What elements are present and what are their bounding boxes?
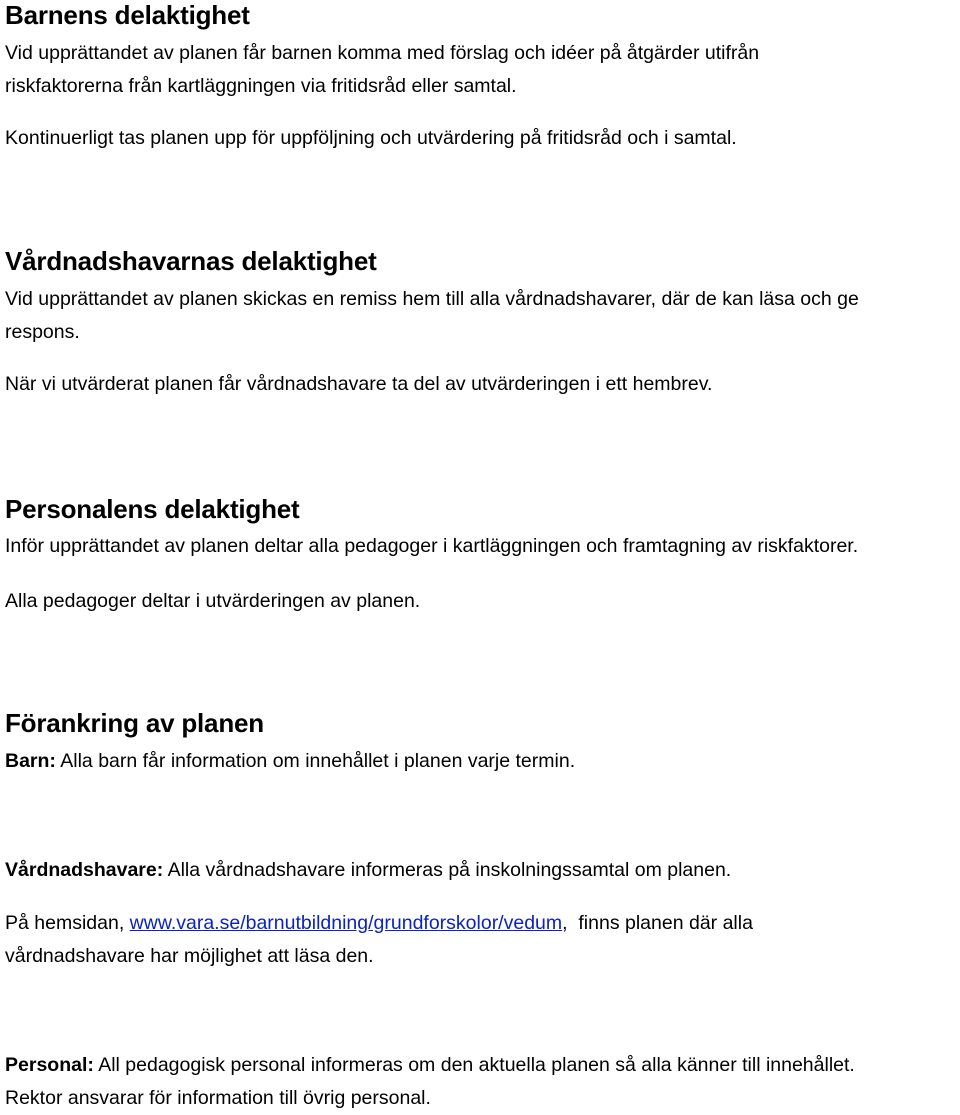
paragraph-staff-1: Inför upprättandet av planen deltar alla pedagoger i kartläggningen och framtagning av riskfaktorer. [5, 535, 859, 557]
website-prefix: På hemsidan, [5, 912, 130, 934]
staff-line-2: Rektor ansvarar för information till övrig personal. [5, 1087, 431, 1109]
paragraph-anchoring-guardians [5, 854, 955, 887]
heading-plan-anchoring: Förankring av planen [5, 708, 264, 738]
paragraph-children-1-line-1: Vid upprättandet av planen får barnen komma med förslag och idéer på åtgärder utifrån [5, 42, 760, 64]
label-children: Barn: [5, 750, 56, 772]
label-guardians: Vårdnadshavare: [5, 859, 164, 881]
text-children: Alla barn får information om innehållet i planen varje termin. [55, 750, 576, 772]
paragraph-children-1-line-2: riskfaktorerna från kartläggningen via fritidsråd eller samtal. [5, 75, 517, 97]
text-guardians: Alla vårdnadshavare informeras på inskolningssamtal om planen. [163, 859, 732, 881]
paragraph-anchoring-children [5, 745, 955, 778]
paragraph-guardians-1-line-1: Vid upprättandet av planen skickas en remiss hem till alla vårdnadshavarer, där de kan läsa och ge [5, 288, 859, 310]
paragraph-guardians-2: När vi utvärderat planen får vårdnadshavare ta del av utvärderingen i ett hembrev. [5, 373, 713, 395]
paragraph-children-1 [5, 37, 955, 103]
paragraph-staff-2: Alla pedagoger deltar i utvärderingen av planen. [5, 590, 421, 612]
paragraph-children-2: Kontinuerligt tas planen upp för uppföljning och utvärdering på fritidsråd och i samtal. [5, 127, 737, 149]
paragraph-guardians-1 [5, 283, 955, 349]
heading-guardians-participation: Vårdnadshavarnas delaktighet [5, 246, 377, 276]
heading-staff-participation: Personalens delaktighet [5, 494, 300, 524]
heading-children-participation: Barnens delaktighet [5, 0, 250, 30]
website-suffix: , finns planen där alla [562, 912, 753, 934]
website-line-2: vårdnadshavare har möjlighet att läsa den. [5, 945, 374, 967]
label-staff: Personal: [5, 1054, 94, 1076]
paragraph-anchoring-website [5, 907, 955, 973]
text-staff: All pedagogisk personal informeras om den aktuella planen så alla känner till innehållet. [93, 1054, 855, 1076]
paragraph-guardians-1-line-2: respons. [5, 321, 80, 343]
paragraph-anchoring-staff [5, 1049, 955, 1115]
website-link[interactable]: www.vara.se/barnutbildning/grundforskolor/vedum [129, 912, 563, 934]
